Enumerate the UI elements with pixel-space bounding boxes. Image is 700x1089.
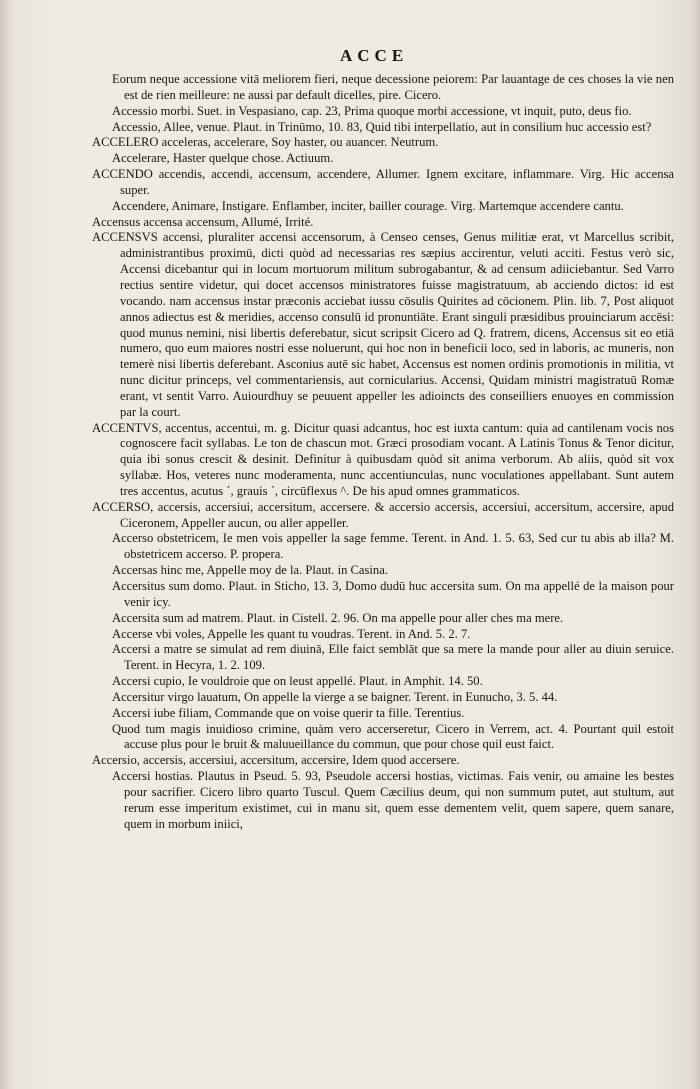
headword-entry: ACCENSVS accensi, pluraliter accensi accensorum, à Censeo censes, Genus militiæ erat, vt Marcellus scribit, administrantibus proximū, dicti quòd ad necessarias res sæpius accirentur, veluti acciti. Festus verò sic, Accensi dicebantur qui in locum mortuorum militum subrogabantur, & ad censum adiiciebantur. Sed Varro rectius sentire videtur, qui docet accensos ministratores fuisse magistratuum, ab acciendo dictos: id est vocando. nam accensus instar præconis acciebat iussu cōsulis Quirites ad cōcionem. Plin. lib. 7, Post aliquot annos adiectus est & meridies, accenso consulū id pronuntiāte. Erant singuli præsidibus prouinciarum accēsi: quod munus nemini, nisi libertis deferebatur, sicut scripsit Cicero ad Q. fratrem, dicens, Accensus sit eo etiā numero, quo eum maiores nostri esse noluerunt, qui hoc non in beneficii loco, sed in laboris, ac muneris, non temerè nisi libertis deferebant. Asconius autē sic habet, Accensus est nomen ordinis promotionis in militia, vt nunc dicitur princeps, vel commentariensis, aut cornicularius. Accensi, Quidam ministri magistratuū Romæ erant, vt sentit Varro. Auiourdhuy se peuuent appeller les adioincts des conseilliers enuoyes en commission par la court. — [92, 230, 674, 419]
sub-entry: Accersi hostias. Plautus in Pseud. 5. 93, Pseudole accersi hostias, victimas. Fais venir, ou amaine les bestes pour sacrifier. Cicero libro quarto Tuscul. Quem Cæcilius deum, qui non summum putet, aut stultum, aut rerum esse imperitum existimet, cui in manu sit, quem esse dementem velit, quem sapere, quem sanare, quem in morbum iniici, — [112, 769, 674, 831]
headword-entry: ACCENDO accendis, accendi, accensum, accendere, Allumer. Ignem excitare, inflammare. Virg. Hic accensa super. — [92, 167, 674, 197]
sub-entry: Eorum neque accessione vitā meliorem fieri, neque decessione peiorem: Par lauantage de ces choses la vie nen est de rien meilleure: ne aussi par default dicelles, pire. Cicero. — [112, 72, 674, 102]
sub-entry: Accersas hinc me, Appelle moy de la. Plaut. in Casina. — [112, 563, 388, 578]
sub-entry: Quod tum magis inuidioso crimine, quàm vero accerseretur, Cicero in Verrem, act. 4. Pourtant quil estoit accuse plus pour le bruit & maluueillance du commun, que pour chose quil eust faict. — [112, 721, 674, 752]
headword-entry: ACCERSO, accersis, accersiui, accersitum, accersere. & accersio accersis, accersiui, accersitum, accersire, apud Ciceronem, Appeller aucun, ou aller appeller. — [92, 499, 674, 530]
dictionary-text — [92, 72, 674, 833]
sub-entry: Accendere, Animare, Instigare. Enflamber, inciter, bailler courage. Virg. Martemque accendere cantu. — [112, 198, 624, 213]
headword-entry: ACCELERO acceleras, accelerare, Soy haster, ou auancer. Neutrum. — [92, 135, 439, 150]
sub-entry: Accersitur virgo lauatum, On appelle la vierge a se baigner. Terent. in Eunucho, 3. 5. 44. — [112, 689, 558, 704]
headword-entry: Accensus accensa accensum, Allumé, Irrité. — [92, 214, 314, 229]
sub-entry: Accersitus sum domo. Plaut. in Sticho, 13. 3, Domo dudū huc accersita sum. On ma appellé de la maison pour venir icy. — [112, 579, 674, 609]
sub-entry: Accelerare, Haster quelque chose. Actiuum. — [112, 151, 334, 166]
running-head: ACCE — [340, 46, 409, 65]
sub-entry: Accessio, Allee, venue. Plaut. in Trinūmo, 10. 83, Quid tibi interpellatio, aut in consilium huc accessio est? — [112, 119, 652, 134]
sub-entry: Accerso obstetricem, Ie men vois appeller la sage femme. Terent. in And. 1. 5. 63, Sed cur tu abis ab illa? M. obstetricem accerso. P. propera. — [112, 531, 674, 562]
sub-entry: Accersita sum ad matrem. Plaut. in Cistell. 2. 96. On ma appelle pour aller ches ma mere. — [112, 610, 564, 625]
headword-entry: ACCENTVS, accentus, accentui, m. g. Dicitur quasi adcantus, hoc est iuxta cantum: quia ad cantilenam vocis nos cognoscere facit syllabas. Le ton de chascun mot. Græci prosodiam vocant. A Latinis Tonus & Tenor dicitur, quia ibi sonus crescit & desinit. Definitur à quibusdam quòd sit anima verborum. Ab aliis, quòd sit vox syllabæ. Hos, veteres nunc moderamenta, nunc accentiunculas, nunc voculationes appellabant. Sunt autem tres accentus, acutus ´, grauis `, circūflexus ^. De his apud omnes grammaticos. — [92, 420, 674, 498]
sub-entry: Accersi a matre se simulat ad rem diuinā, Elle faict semblāt que sa mere la mande pour aller au diuin seruice. Terent. in Hecyra, 1. 2. 109. — [112, 642, 674, 673]
headword-entry: Accersio, accersis, accersiui, accersitum, accersire, Idem quod accersere. — [92, 753, 460, 768]
sub-entry: Accersi cupio, Ie vouldroie que on leust appellé. Plaut. in Amphit. 14. 50. — [112, 674, 483, 689]
sub-entry: Accessio morbi. Suet. in Vespasiano, cap. 23, Prima quoque morbi accessione, vt inquit, puto, deus fio. — [112, 103, 632, 118]
sub-entry: Accersi iube filiam, Commande que on voise querir ta fille. Terentius. — [112, 705, 465, 720]
sub-entry: Accerse vbi voles, Appelle les quant tu voudras. Terent. in And. 5. 2. 7. — [112, 626, 471, 641]
